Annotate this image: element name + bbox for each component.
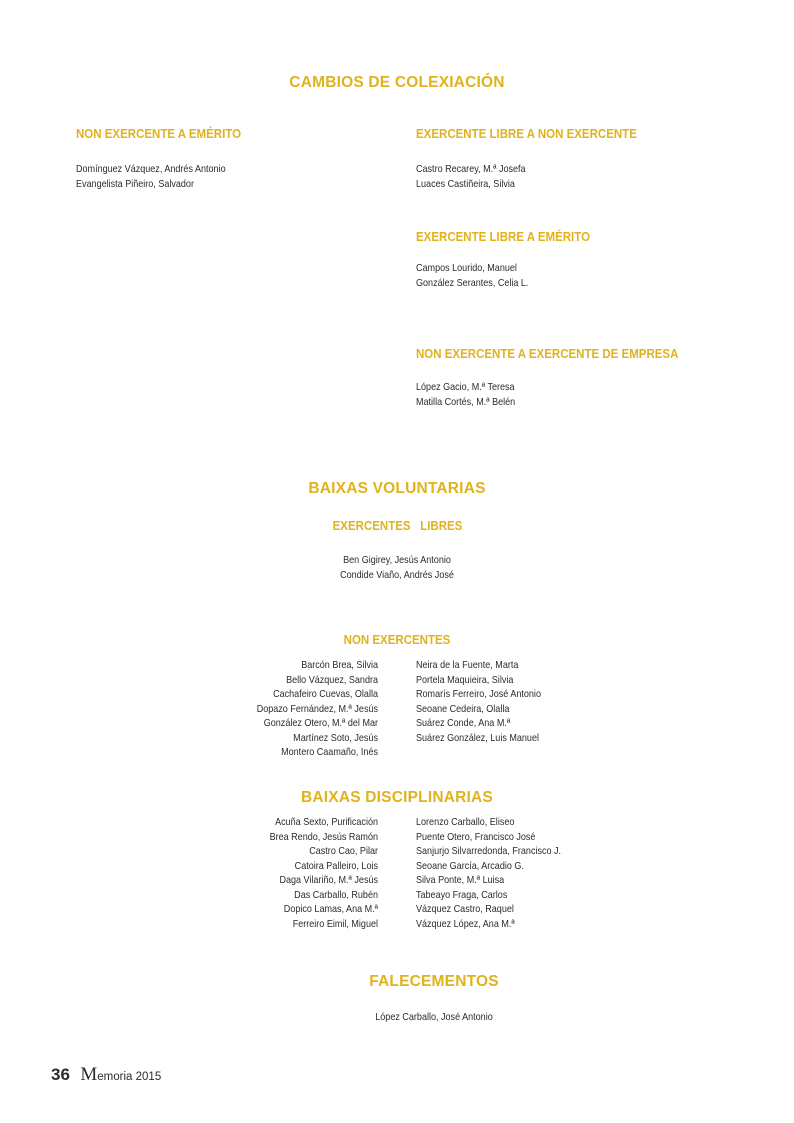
footer-title: emoria 2015 [97,1071,162,1083]
heading-non-exercente-a-emerito: NON EXERCENTE A EMÉRITO [76,127,242,141]
list-item: Ferreiro Eimil, Miguel [292,917,378,930]
list-item: Daga Vilariño, M.ª Jesús [279,874,378,886]
list-item: Martínez Soto, Jesús [293,731,378,744]
heading-non-exercente-a-exercente-empresa: NON EXERCENTE A EXERCENTE DE EMPRESA [416,347,679,361]
list-item: Neira de la Fuente, Marta [416,659,519,671]
section-title-baixas-disciplinarias: BAIXAS DISCIPLINARIAS [301,789,493,806]
list-item: López Gacio, M.ª Teresa [416,381,515,393]
list-item: Evangelista Piñeiro, Salvador [76,177,194,190]
list-non-exercentes-left [178,658,378,760]
list-item: Acuña Sexto, Purificación [275,816,378,828]
list-item: López Carballo, José Antonio [375,1011,493,1023]
list-item: Campos Lourido, Manuel [416,262,517,274]
list-non-exercentes-right [416,658,561,745]
list-item: Castro Cao, Pilar [309,845,378,857]
heading-exercentes-libres: EXERCENTES LIBRES [332,519,462,533]
list-item: Matilla Cortés, M.ª Belén [416,395,516,408]
list-item: Vázquez López, Ana M.ª [416,917,515,930]
list-exercente-libre-a-non-exercente [416,162,543,191]
list-item: González Serantes, Celia L. [416,276,529,289]
list-item: Suárez Conde, Ana M.ª [416,717,511,729]
page-footer [51,1064,161,1086]
list-disciplinarias-right [416,815,585,931]
list-item: Silva Ponte, M.ª Luisa [416,874,505,886]
list-item: Barcón Brea, Silvia [301,659,378,671]
list-item: González Otero, M.ª del Mar [263,717,378,729]
list-item: Catoira Palleiro, Lois [294,859,378,872]
list-item: Luaces Castiñeira, Silvia [416,177,515,190]
list-item: Lorenzo Carballo, Eliseo [416,816,515,828]
list-item: Montero Caamaño, Inés [281,746,378,758]
footer-initial: M [80,1064,98,1085]
list-item: Seoane García, Arcadio G. [416,859,524,872]
list-non-exercente-a-emerito [76,162,250,191]
list-item: Puente Otero, Francisco José [416,830,536,843]
heading-exercente-libre-a-emerito: EXERCENTE LIBRE A EMÉRITO [416,230,591,244]
list-non-exercente-a-exercente-empresa [416,380,531,409]
list-item: Castro Recarey, M.ª Josefa [416,163,526,175]
list-item: Brea Rendo, Jesús Ramón [269,830,378,843]
list-item: Romarís Ferreiro, José Antonio [416,688,541,700]
list-item: Vázquez Castro, Raquel [416,903,514,915]
list-item: Suárez González, Luis Manuel [416,731,539,744]
heading-non-exercentes: NON EXERCENTES [343,633,451,647]
list-item: Condide Viaño, Andrés José [340,568,454,581]
page-number: 36 [51,1065,70,1084]
list-item: Dopazo Fernández, M.ª Jesús [256,702,378,715]
section-title-baixas-voluntarias: BAIXAS VOLUNTARIAS [308,480,486,497]
list-exercente-libre-a-emerito [416,261,547,290]
list-item: Bello Vázquez, Sandra [286,673,378,686]
list-item: Domínguez Vázquez, Andrés Antonio [76,163,226,175]
list-item: Portela Maquieira, Silvia [416,673,514,686]
section-title-cambios: CAMBIOS DE COLEXIACIÓN [289,74,505,91]
list-item: Tabeayo Fraga, Carlos [416,888,508,901]
list-exercentes-libres [0,553,794,582]
list-item: Seoane Cedeira, Olalla [416,702,510,715]
list-item: Cachafeiro Cuevas, Olalla [273,688,378,700]
list-item: Ben Gigirey, Jesús Antonio [343,554,451,566]
list-disciplinarias-left [178,815,378,931]
list-falecementos [0,1010,794,1025]
list-item: Das Carballo, Rubén [294,888,378,901]
heading-exercente-libre-a-non-exercente: EXERCENTE LIBRE A NON EXERCENTE [416,127,637,141]
list-item: Dopico Lamas, Ana M.ª [283,903,378,915]
section-title-falecementos: FALECEMENTOS [369,973,499,990]
list-item: Sanjurjo Silvarredonda, Francisco J. [416,845,562,857]
